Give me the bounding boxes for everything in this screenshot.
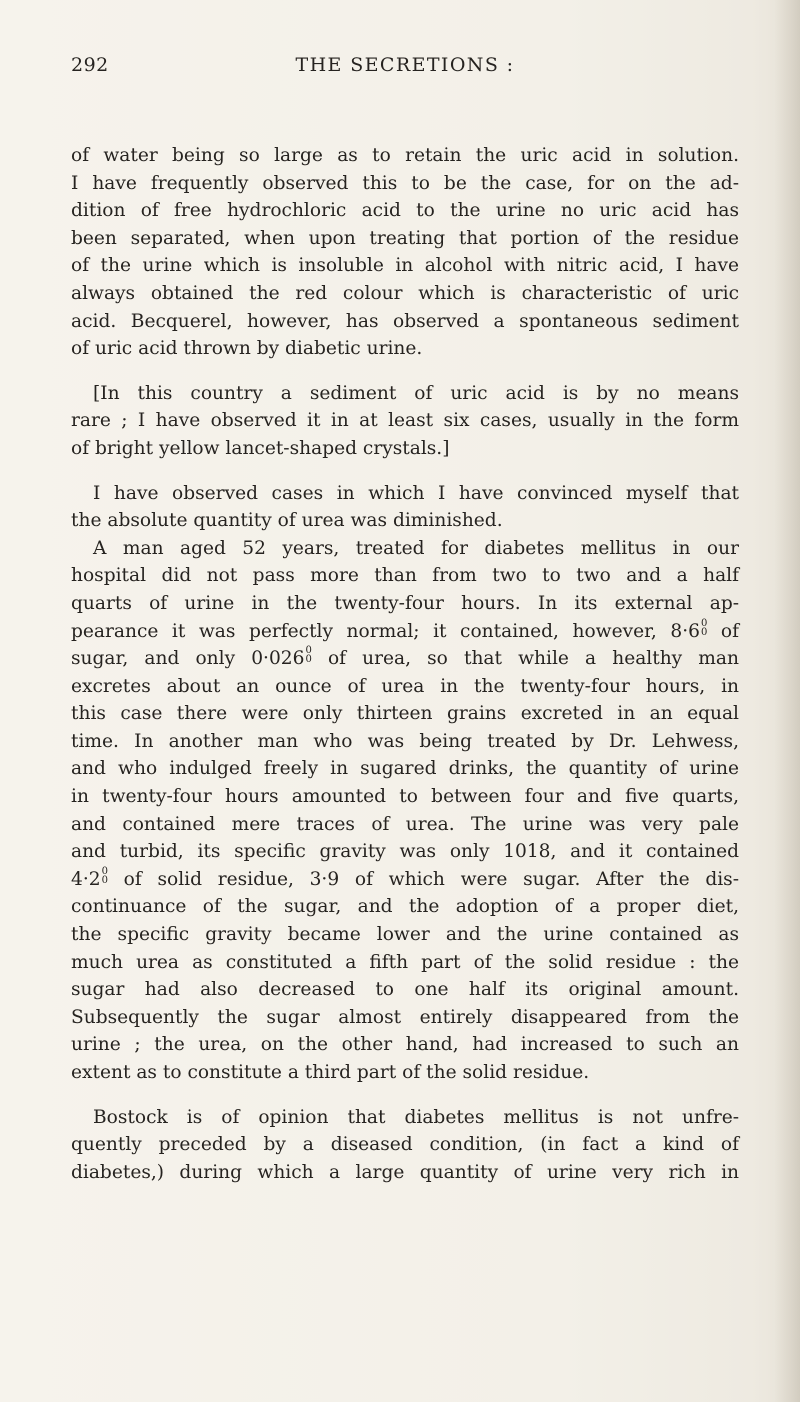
text-line: rare ; I have observed it in at least six cases, usually in the form bbox=[71, 410, 739, 432]
text-line: and who indulged freely in sugared drinks, the quantity of urine bbox=[71, 758, 739, 780]
text-fragment: sugar, and only bbox=[71, 648, 236, 670]
text-line: urine ; the urea, on the other hand, had increased to such an bbox=[71, 1034, 739, 1056]
page-edge-shadow bbox=[774, 0, 800, 1402]
text-line: of the urine which is insoluble in alcohol with nitric acid, I have bbox=[71, 255, 739, 277]
text-line: and contained mere traces of urea. The urine was very pale bbox=[71, 813, 739, 835]
text-line: sugar had also decreased to one half its original amount. bbox=[71, 979, 739, 1001]
sugar-percent-value: 8·6 bbox=[670, 620, 700, 642]
text-line-urea-percent bbox=[71, 645, 739, 673]
text-line: Bostock is of opinion that diabetes mellitus is not unfre- bbox=[93, 1106, 739, 1128]
text-line: the specific gravity became lower and the urine contained as bbox=[71, 924, 739, 946]
paragraph-gap bbox=[71, 463, 739, 480]
text-line: [In this country a sediment of uric acid is by no means bbox=[93, 382, 739, 404]
residue-percent-value: 4·2 bbox=[71, 868, 101, 890]
paragraph-3 bbox=[71, 480, 739, 535]
text-fragment: of solid residue, bbox=[123, 868, 294, 890]
text-fragment: of which were sugar. After the dis- bbox=[354, 868, 739, 890]
text-line: diabetes,) during which a large quantity of urine very rich in bbox=[71, 1161, 739, 1183]
fraction-numerator: 0 bbox=[700, 617, 708, 629]
text-line: been separated, when upon treating that portion of the residue bbox=[71, 227, 739, 249]
paragraph-5 bbox=[71, 1104, 739, 1187]
paragraph-2 bbox=[71, 380, 739, 463]
running-title: THE SECRETIONS : bbox=[295, 54, 515, 76]
text-fragment: of urea, so that while a healthy man bbox=[327, 648, 739, 670]
text-line: A man aged 52 years, treated for diabetes mellitus in our bbox=[93, 537, 739, 559]
percent-fraction bbox=[102, 867, 108, 885]
text-line: quarts of urine in the twenty-four hours. In its external ap- bbox=[71, 592, 739, 614]
paragraph-gap bbox=[71, 1087, 739, 1104]
text-line: always obtained the red colour which is characteristic of uric bbox=[71, 282, 739, 304]
text-line: Subsequently the sugar almost entirely disappeared from the bbox=[71, 1006, 739, 1028]
text-line: time. In another man who was being treated by Dr. Lehwess, bbox=[71, 730, 739, 752]
paragraph-gap bbox=[71, 363, 739, 380]
text-line: hospital did not pass more than from two to two and a half bbox=[71, 565, 739, 587]
fraction-numerator: 0 bbox=[305, 645, 312, 657]
text-line: I have frequently observed this to be the case, for on the ad- bbox=[71, 172, 739, 194]
text-fragment: of bbox=[720, 620, 739, 642]
paragraph-4 bbox=[71, 535, 739, 1087]
text-line: of uric acid thrown by diabetic urine. bbox=[71, 338, 423, 360]
urea-percent-value: 0·026 bbox=[251, 648, 305, 670]
fraction-numerator: 0 bbox=[101, 865, 108, 877]
text-line-residue-percent bbox=[71, 866, 739, 894]
text-line: extent as to constitute a third part of the solid residue. bbox=[71, 1062, 590, 1083]
fraction-denominator: 0 bbox=[101, 874, 108, 886]
text-line: of bright yellow lancet-shaped crystals.] bbox=[71, 437, 450, 459]
body-text bbox=[71, 142, 739, 1186]
text-line: and turbid, its specific gravity was only 1018, and it contained bbox=[71, 841, 739, 863]
percent-fraction bbox=[701, 619, 707, 637]
text-line: of water being so large as to retain the uric acid in solution. bbox=[71, 145, 739, 166]
text-line: this case there were only thirteen grains excreted in an equal bbox=[71, 703, 739, 725]
text-line: the absolute quantity of urea was diminished. bbox=[71, 510, 503, 532]
text-line: excretes about an ounce of urea in the twenty-four hours, in bbox=[71, 675, 739, 697]
text-line: acid. Becquerel, however, has observed a spontaneous sediment bbox=[71, 310, 739, 332]
text-fragment: pearance it was perfectly normal; it contained, however, bbox=[71, 620, 657, 642]
text-line: dition of free hydrochloric acid to the urine no uric acid has bbox=[71, 200, 739, 222]
percent-fraction bbox=[305, 646, 311, 664]
text-line: I have observed cases in which I have convinced myself that bbox=[93, 482, 739, 504]
fraction-denominator: 0 bbox=[305, 654, 312, 666]
text-line: continuance of the sugar, and the adoption of a proper diet, bbox=[71, 896, 739, 918]
text-line: in twenty-four hours amounted to between four and five quarts, bbox=[71, 786, 739, 808]
text-line: quently preceded by a diseased condition, (in fact a kind of bbox=[71, 1134, 739, 1156]
fraction-denominator: 0 bbox=[700, 626, 708, 638]
page-number: 292 bbox=[71, 54, 109, 76]
text-line-sugar-percent bbox=[71, 618, 739, 646]
text-line: much urea as constituted a fifth part of the solid residue : the bbox=[71, 951, 739, 973]
sugar-share-value: 3·9 bbox=[309, 868, 340, 890]
page-header bbox=[71, 54, 739, 84]
paragraph-1 bbox=[71, 142, 739, 363]
